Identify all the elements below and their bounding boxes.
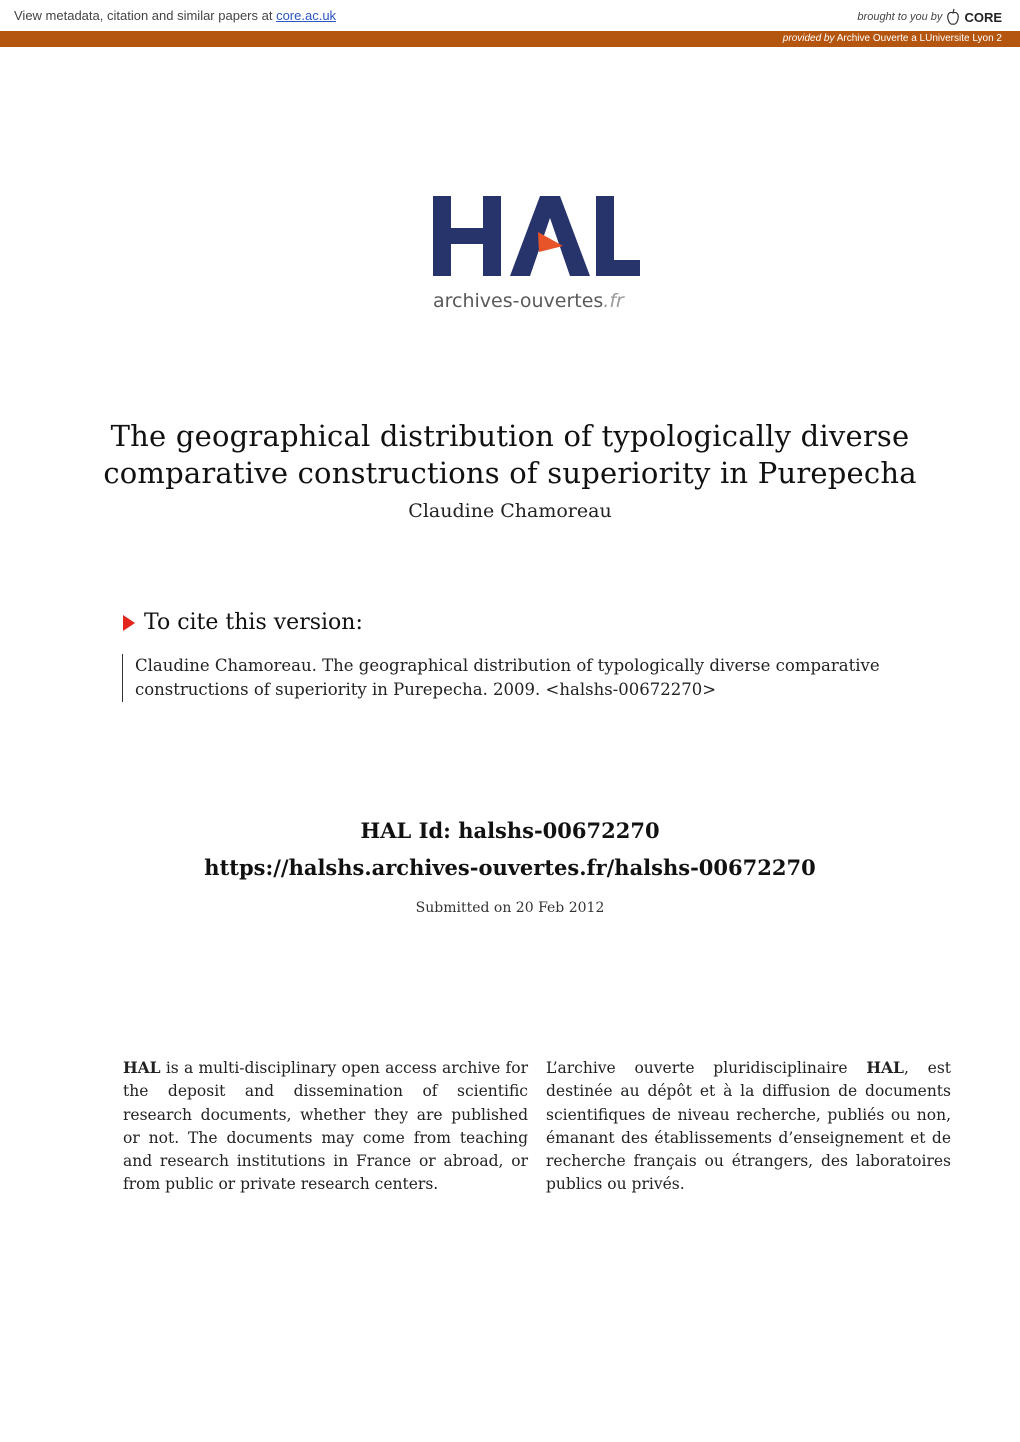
- core-header: [0, 0, 1020, 44]
- hal-logo-h-bar: [433, 228, 501, 244]
- core-logo: CORE: [964, 9, 1002, 25]
- hal-logo-tagline-suffix: .fr: [603, 290, 624, 312]
- hal-logo-a: [510, 196, 590, 276]
- hal-logo-l-base: [596, 260, 640, 276]
- play-arrow-icon: [122, 614, 136, 632]
- citation-text: Claudine Chamoreau. The geographical distribution of typologically diverse comparative constructions of superiority in Purepecha. 2009. <halshs-00672270>: [122, 654, 985, 702]
- submission-date: Submitted on 20 Feb 2012: [415, 900, 605, 916]
- paper-title-line-1: The geographical distribution of typologically diverse: [110, 419, 910, 453]
- notice-en-hal: HAL: [123, 1058, 161, 1077]
- hal-logo-tagline-main: archives-ouvertes: [433, 290, 604, 312]
- core-provider-strip: [0, 31, 1020, 47]
- notice-english: [123, 1056, 528, 1197]
- paper-author: Claudine Chamoreau: [408, 500, 612, 522]
- core-provided-prefix: provided by: [782, 33, 835, 44]
- paper-title-line-2: comparative constructions of superiority in Purepecha: [103, 456, 917, 490]
- core-apple-icon: [946, 8, 960, 26]
- hal-url-link[interactable]: https://halshs.archives-ouvertes.fr/halshs-00672270: [204, 855, 816, 880]
- hal-logo: [430, 190, 645, 320]
- cite-heading-text: To cite this version:: [144, 610, 363, 635]
- hal-id: HAL Id: halshs-00672270: [360, 818, 660, 843]
- notice-french: [546, 1056, 951, 1197]
- core-provider-name: Archive Ouverte a LUniversite Lyon 2: [836, 33, 1002, 44]
- core-view-text: View metadata, citation and similar papers at: [14, 8, 273, 23]
- core-brand[interactable]: [857, 8, 1002, 26]
- notice-fr-text-2: , est destinée au dépôt et à la diffusion de documents scientifiques de niveau recherche, publiés ou non, émanant des établissements d’enseignement et de recherche français ou étrangers, des laboratoires publics ou privés.: [546, 1059, 952, 1194]
- notice-fr-hal: HAL: [866, 1058, 904, 1077]
- notice-en-text: is a multi-disciplinary open access archive for the deposit and dissemination of scientific research documents, whether they are published or not. The documents may come from teaching and research institutions in France or abroad, or from public or private research centers.: [123, 1059, 528, 1194]
- core-brought-text: brought to you by: [857, 11, 943, 23]
- hal-logo-tagline: [433, 290, 625, 312]
- core-top-row: [0, 0, 1020, 30]
- notice-fr-text-1: L’archive ouverte pluridisciplinaire: [546, 1059, 867, 1077]
- cite-heading: [122, 610, 363, 635]
- core-link[interactable]: core.ac.uk: [276, 8, 337, 23]
- core-metadata-notice: [14, 8, 336, 23]
